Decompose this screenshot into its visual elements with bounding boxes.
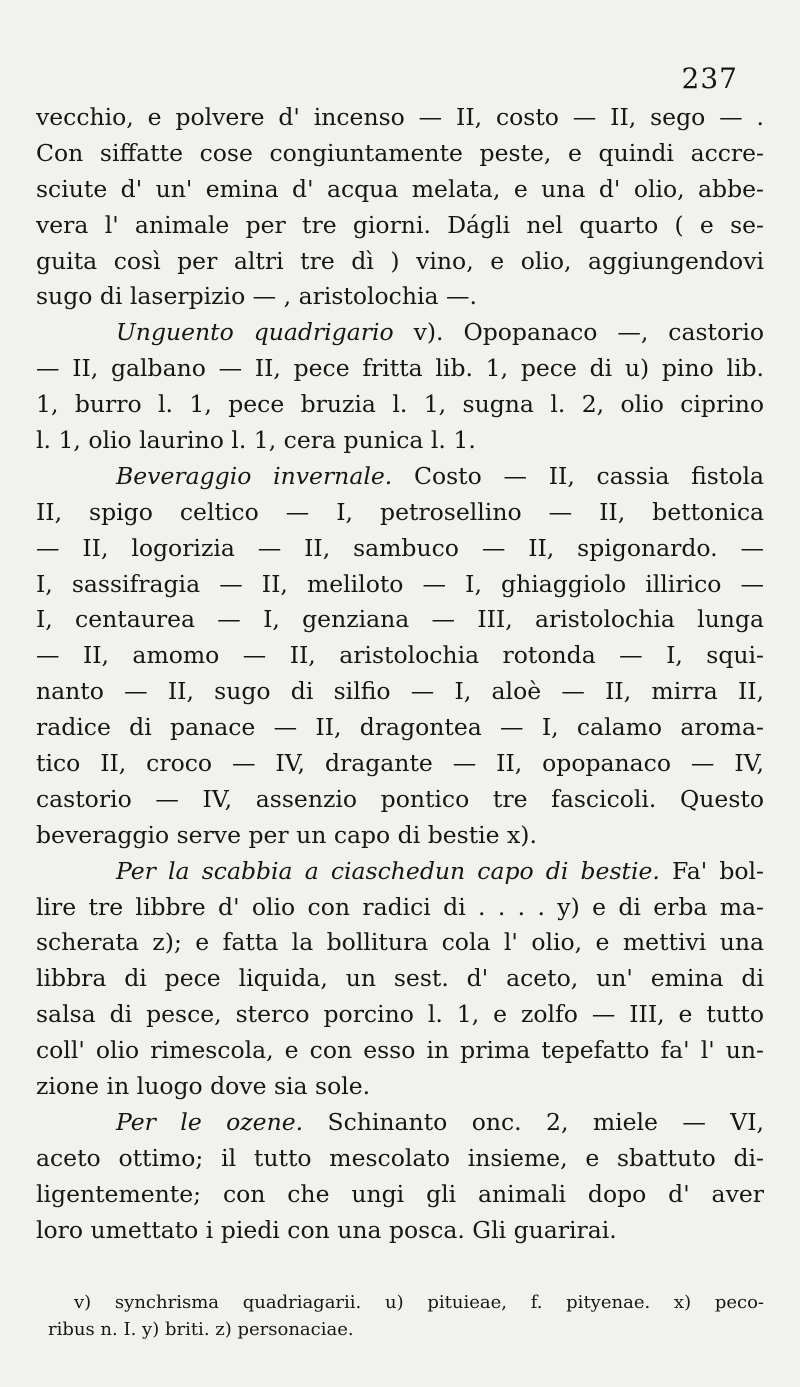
recipe-heading: Beveraggio invernale.	[116, 461, 393, 490]
text-line: libbra di pece liquida, un sest. d' aceto, un' emina di	[36, 964, 764, 993]
text-line: vera l' animale per tre giorni. Dágli nel quarto ( e se-	[36, 210, 764, 239]
text-line: vecchio, e polvere d' incenso — II, costo — II, sego — .	[36, 103, 764, 131]
text-line: — II, logorizia — II, sambuco — II, spigonardo. —	[36, 533, 764, 562]
footnote-line: ribus n. I. y) briti. z) personaciae.	[48, 1319, 354, 1340]
text-line	[36, 315, 764, 351]
text-line: tico II, croco — IV, dragante — II, opopanaco — IV,	[36, 749, 764, 778]
text-line: — II, galbano — II, pece fritta lib. 1, pece di u) pino lib.	[36, 354, 764, 383]
text-line: ligentemente; con che ungi gli animali dopo d' aver	[36, 1179, 764, 1208]
text-line: guita così per altri tre dì ) vino, e olio, aggiungendovi	[36, 246, 764, 275]
text-line: — II, amomo — II, aristolochia rotonda — I, squi-	[36, 641, 764, 670]
text-line: castorio — IV, assenzio pontico tre fascicoli. Questo	[36, 784, 764, 813]
recipe-heading: Unguento quadrigario	[116, 318, 394, 347]
line-text: Costo — II, cassia fistola	[392, 461, 764, 490]
text-line	[36, 1105, 764, 1141]
line-text: Schinanto onc. 2, miele — VI,	[303, 1107, 764, 1136]
body-text	[36, 100, 764, 1249]
text-line	[36, 854, 764, 890]
text-line: salsa di pesce, sterco porcino l. 1, e zolfo — III, e tutto	[36, 1000, 764, 1029]
text-line: 1, burro l. 1, pece bruzia l. 1, sugna l. 2, olio ciprino	[36, 390, 764, 419]
text-line	[36, 459, 764, 495]
recipe-heading: Per la scabbia a ciaschedun capo di bestie.	[116, 856, 660, 885]
text-line: zione in luogo dove sia sole.	[36, 1072, 371, 1101]
text-line: I, sassifragia — II, meliloto — I, ghiaggiolo illirico —	[36, 569, 764, 598]
text-line: radice di panace — II, dragontea — I, calamo aroma-	[36, 713, 764, 742]
footnote-line: v) synchrisma quadriagarii. u) pituieae, f. pityenae. x) peco-	[74, 1292, 764, 1313]
text-line: II, spigo celtico — I, petrosellino — II, bettonica	[36, 497, 764, 526]
recipe-heading: Per le ozene.	[116, 1107, 304, 1136]
text-line: beveraggio serve per un capo di bestie x).	[36, 820, 537, 849]
footnotes	[36, 1289, 764, 1343]
text-line: sugo di laserpizio — , aristolochia —.	[36, 282, 477, 311]
text-line: I, centaurea — I, genziana — III, aristolochia lunga	[36, 605, 764, 634]
text-line: loro umettato i piedi con una posca. Gli guarirai.	[36, 1215, 617, 1244]
text-line: coll' olio rimescola, e con esso in prima tepefatto fa' l' un-	[36, 1036, 764, 1065]
text-line: Con siffatte cose congiuntamente peste, e quindi accre-	[36, 138, 764, 167]
text-line: sciute d' un' emina d' acqua melata, e una d' olio, abbe-	[36, 174, 764, 203]
line-text: Fa' bol-	[659, 856, 764, 885]
line-text: v). Opopanaco —, castorio	[393, 318, 764, 347]
text-line: aceto ottimo; il tutto mescolato insieme, e sbattuto di-	[36, 1143, 764, 1172]
text-line: l. 1, olio laurino l. 1, cera punica l. 1.	[36, 426, 476, 455]
text-line: lire tre libbre d' olio con radici di . . . . y) e di erba ma-	[36, 892, 764, 921]
page-number: 237	[681, 62, 738, 95]
text-line: nanto — II, sugo di silfio — I, aloè — II, mirra II,	[36, 677, 764, 706]
text-line: scherata z); e fatta la bollitura cola l' olio, e mettivi una	[36, 928, 764, 957]
